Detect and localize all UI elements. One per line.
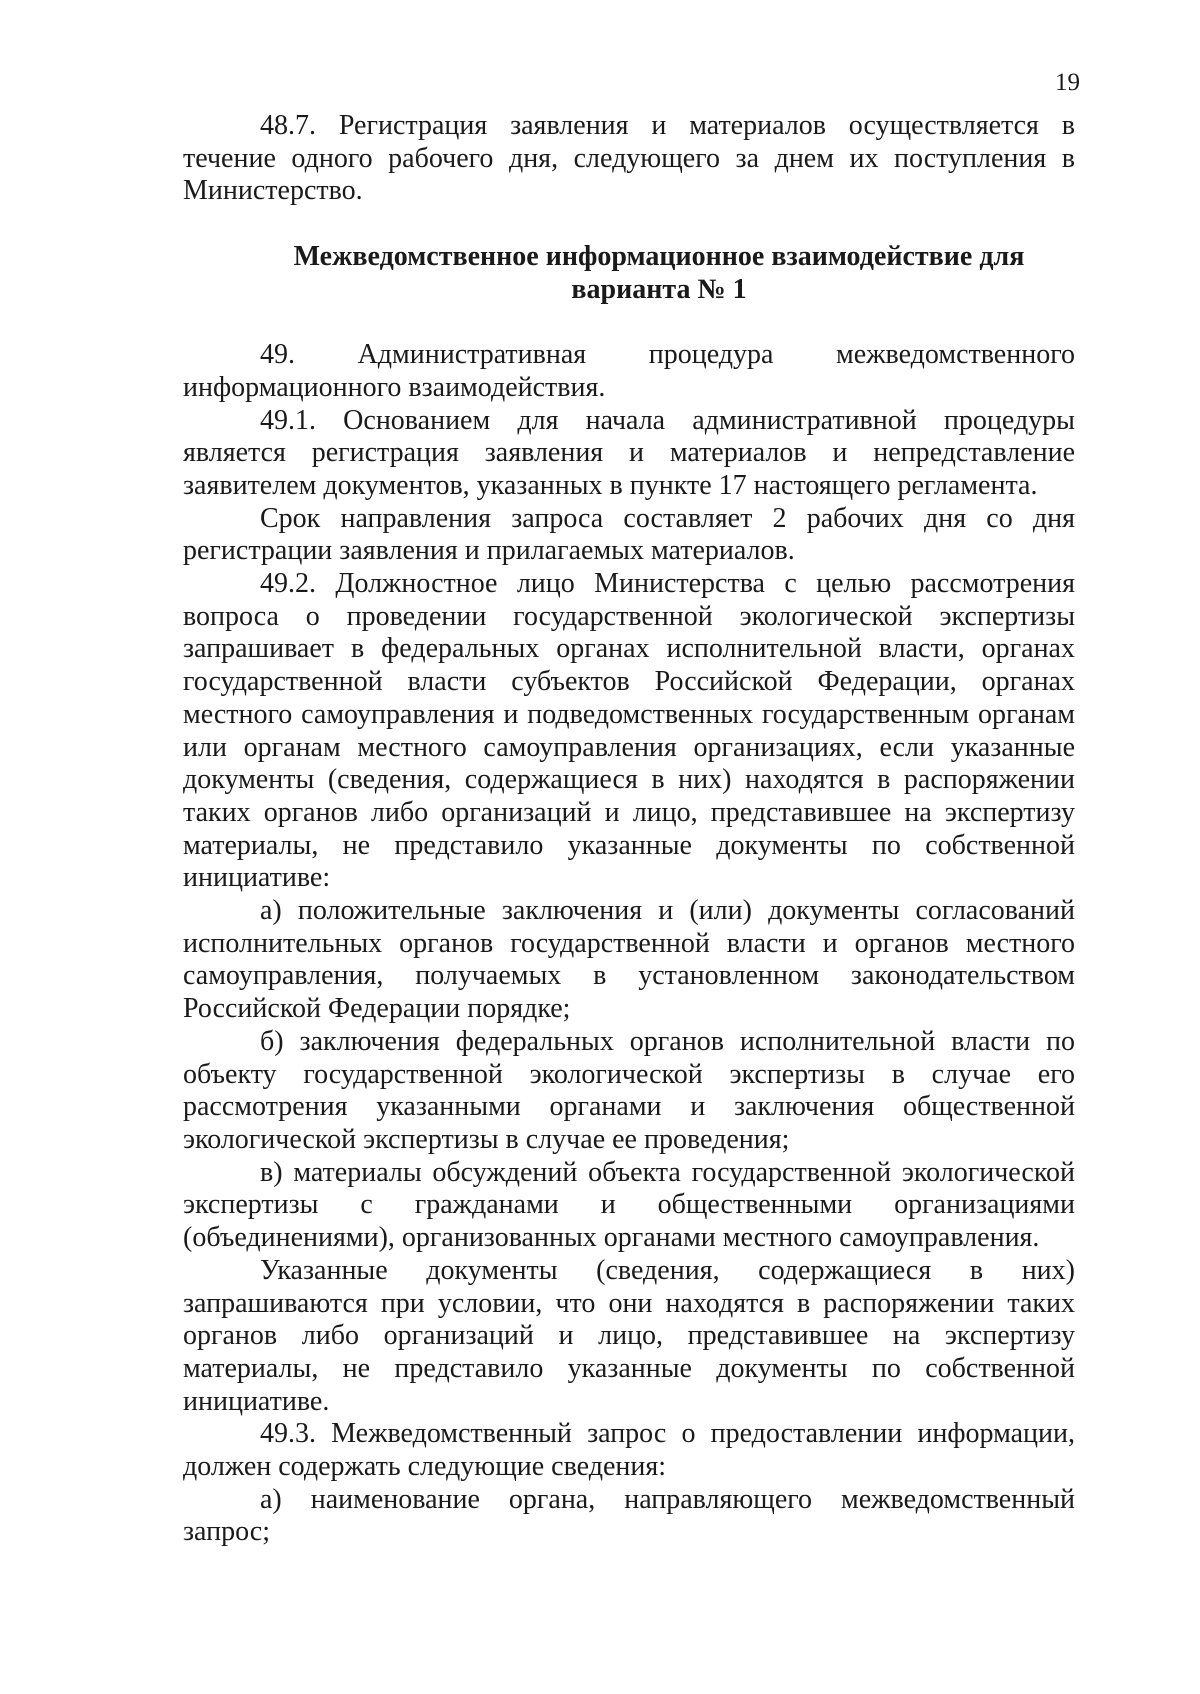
paragraph-49-3: 49.3. Межведомственный запрос о предоставлении информации, должен содержать следующие сведения: — [183, 1418, 1075, 1483]
paragraph-49-2-item-b: б) заключения федеральных органов исполнительной власти по объекту государственной экологической экспертизы в случае его рассмотрения указанными органами и заключения общественной экологической экспертизы в случае ее проведения; — [183, 1025, 1075, 1155]
paragraph-49: 49. Административная процедура межведомственного информационного взаимодействия. — [183, 339, 1075, 403]
section-heading-line-2: варианта № 1 — [571, 274, 747, 306]
paragraph-48-7: 48.7. Регистрация заявления и материалов осуществляется в течение одного рабочего дня, следующего за днем их поступления в Министерство. — [183, 110, 1075, 207]
paragraph-49-1-term: Срок направления запроса составляет 2 рабочих дня со дня регистрации заявления и прилагаемых материалов. — [183, 502, 1075, 567]
paragraph-49-2: 49.2. Должностное лицо Министерства с целью рассмотрения вопроса о проведении государственной экологической экспертизы запрашивает в федеральных органах исполнительной власти, органах государственной власти субъектов Российской Федерации, органах местного самоуправления и подведомственных государственным органам или органам местного самоуправления организациях, если указанные документы (сведения, содержащиеся в них) находятся в распоряжении таких органов либо организаций и лицо, представившее на экспертизу материалы, не представило указанные документы по собственной инициативе: — [183, 568, 1075, 894]
paragraph-49-2-item-a: а) положительные заключения и (или) документы согласований исполнительных органов государственной власти и органов местного самоуправления, получаемых в установленном законодательством Российской Федерации порядке; — [183, 895, 1075, 1025]
document-body — [183, 110, 1075, 1549]
paragraph-49-1: 49.1. Основанием для начала административной процедуры является регистрация заявления и материалов и непредставление заявителем документов, указанных в пункте 17 настоящего регламента. — [183, 404, 1075, 501]
paragraph-49-3-item-a: а) наименование органа, направляющего межведомственный запрос; — [183, 1483, 1075, 1548]
section-heading-line-1: Межведомственное информационное взаимодействие для — [293, 241, 1025, 273]
paragraph-49-2-item-v: в) материалы обсуждений объекта государственной экологической экспертизы с гражданами и общественными организациями (объединениями), организованных органами местного самоуправления. — [183, 1156, 1075, 1254]
section-heading — [183, 240, 1075, 306]
page-number: 19 — [1055, 69, 1080, 96]
paragraph-49-2-note: Указанные документы (сведения, содержащиеся в них) запрашиваются при условии, что они находятся в распоряжении таких органов либо организаций и лицо, представившее на экспертизу материалы, не представило указанные документы по собственной инициативе. — [183, 1254, 1075, 1417]
